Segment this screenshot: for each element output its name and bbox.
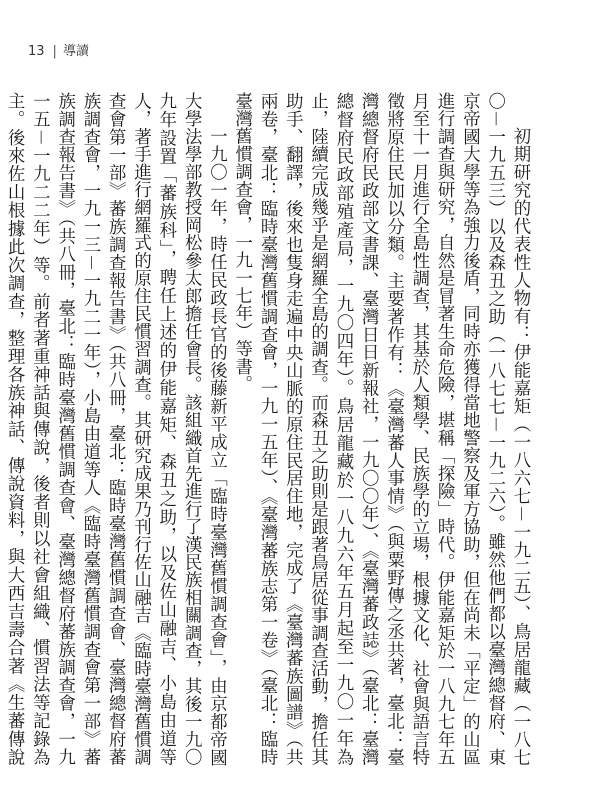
- header-separator: |: [52, 44, 57, 59]
- paragraph-early-researchers: 初期研究的代表性人物有：伊能嘉矩（一八六七－一九二五）、鳥居龍藏（一八七〇－一九五三）以及森丑之助（一八七七－一九二六）。雖然他們都以臺灣總督府、東京帝國大學等為強力後盾，同時亦獲得當地警察及軍方協助，但在尚未「平定」的山區進行調查與研究，自然是冒著生命危險，堪稱「探險」時代。伊能嘉矩於一八九七年五月至十一月進行全島性調查，其基於人類學、民族學的立場，根據文化、社會與語言特徵將原住民加以分類。主要著作有：《臺灣蕃人事情》（與粟野傳之丞共著，臺北：臺灣總督府民政部文書課、臺灣日日新報社，一九〇〇年）、《臺灣蕃政誌》（臺北：臺灣總督府民政部殖產局，一九〇四年）。鳥居龍藏於一八九六年五月起至一九〇一年為止，陸續完成幾乎是網羅全島的調查。而森丑之助則是跟著鳥居從事調查活動，擔任其助手、翻譯，後來也隻身走遍中央山脈的原住民居住地，完成了《臺灣蕃族圖譜》（共兩卷，臺北：臨時臺灣舊慣調查會，一九一五年）、《臺灣蕃族志第一卷》（臺北：臨時臺灣舊慣調查會，一九一七年）等書。: [231, 92, 530, 766]
- page-number: 13: [28, 44, 45, 59]
- section-title: 導讀: [62, 44, 89, 59]
- paragraph-customs-survey: 一九〇一年，時任民政長官的後藤新平成立「臨時臺灣舊慣調查會」，由京都帝國大學法學部教授岡松參太郎擔任會長。該組織首先進行了漢民族相關調查，其後一九〇九年設置「蕃族科」，聘任上述的伊能嘉矩、森丑之助，以及佐山融吉、小島由道等人，著手進行網羅式的原住民慣習調查。其研究成果乃刊行佐山融吉《臨時臺灣舊慣調查會第一部》蕃族調查報告書》（共八冊，臺北：臨時臺灣舊慣調查會、臺灣總督府蕃族調查會，一九一三－一九二一年），小島由道等人《臨時臺灣舊慣調查會第一部》蕃族調查報告書》（共八冊，臺北：臨時臺灣舊慣調查會、臺灣總督府蕃族調查會，一九一五－一九二二年）等。前者著重神話與傳說，後者則以社會組織、慣習法等記錄為主。後來佐山根據此次調查，整理各族神話、傳說資料，與大西吉壽合著《生蕃傳說: [4, 92, 227, 766]
- vertical-body-text: [0, 92, 532, 766]
- running-header: [28, 40, 89, 59]
